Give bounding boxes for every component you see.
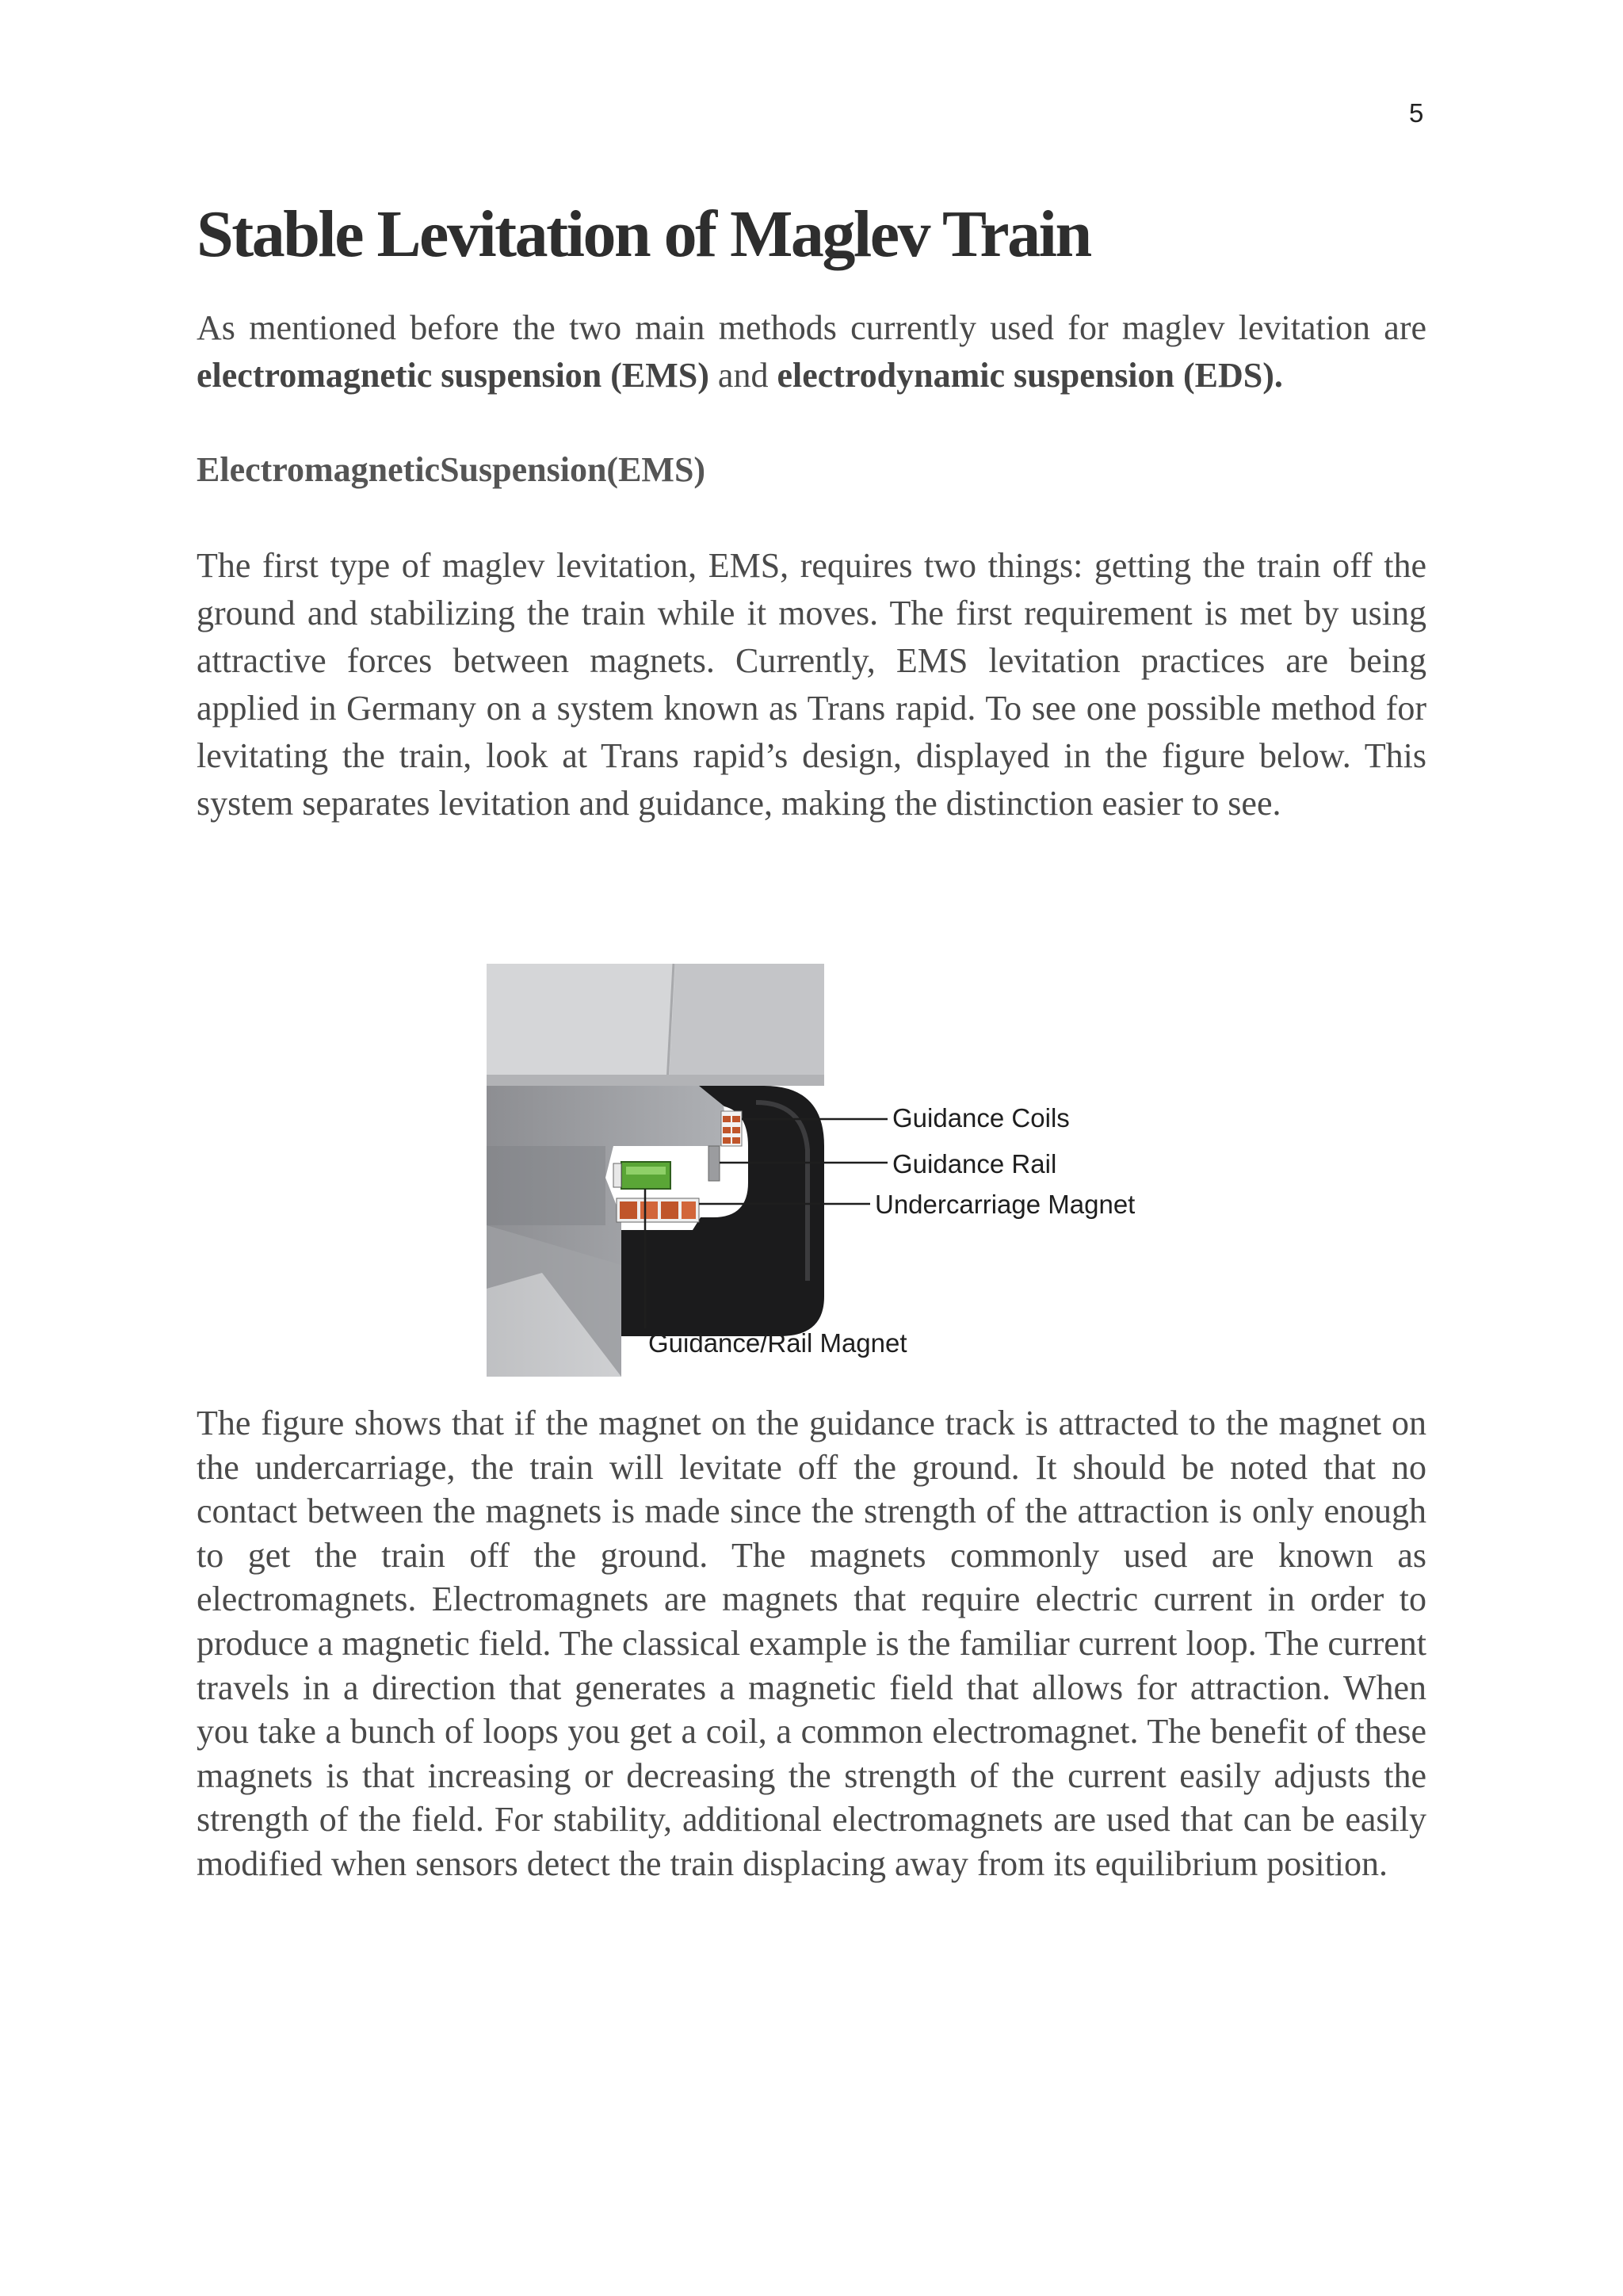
- ems-term: electromagnetic suspension (EMS): [197, 356, 709, 395]
- undercarriage-magnet: [617, 1198, 699, 1222]
- intro-connector: and: [708, 356, 777, 395]
- label-guidance-rail: Guidance Rail: [892, 1149, 1057, 1179]
- train-body: [487, 964, 824, 1086]
- label-undercarriage-magnet: Undercarriage Magnet: [875, 1190, 1136, 1219]
- intro-text: As mentioned before the two main methods currently used for maglev levitation are: [197, 308, 1426, 347]
- section-heading-ems: ElectromagneticSuspension(EMS): [197, 450, 706, 489]
- guidance-coils: [721, 1111, 742, 1146]
- eds-term: electrodynamic suspension (EDS).: [777, 356, 1283, 395]
- body-paragraph-1: The first type of maglev levitation, EMS, requires two things: getting the train off the ground and stabilizing the train while it moves. The first requirement is met by using attractive forces between magnets. Currently, EMS levitation practices are being applied in Germany on a system known as Trans rapid. To see one possible method for levitating the train, look at Trans rapid’s design, displayed in the figure below. This system separates levitation and guidance, making the distinction easier to see.: [197, 546, 1426, 823]
- body-paragraph-2: The figure shows that if the magnet on the guidance track is attracted to the magnet on the undercarriage, the train will levitate off the ground. It should be noted that no contact between the magnets is made since the strength of the attraction is only enough to get the train off the ground. The magnets commonly used are known as electromagnets. Electromagnets are magnets that require electric current in order to produce a magnetic field. The classical example is the familiar current loop. The current travels in a direction that generates a magnetic field that allows for attraction. When you take a bunch of loops you get a coil, a common electromagnet. The benefit of these magnets is that increasing or decreasing the strength of the current easily adjusts the strength of the field. For stability, additional electromagnets are used that can be easily modified when sensors detect the train displacing away from its equilibrium position.: [197, 1404, 1426, 1883]
- transrapid-figure: [487, 964, 1152, 1377]
- label-guidance-rail-magnet: Guidance/Rail Magnet: [648, 1328, 907, 1358]
- page-title: Stable Levitation of Maglev Train: [197, 197, 1090, 271]
- intro-paragraph: [197, 304, 1426, 399]
- guidance-rail: [708, 1146, 720, 1181]
- page-number: 5: [1409, 98, 1424, 128]
- label-guidance-coils: Guidance Coils: [892, 1103, 1070, 1133]
- levitation-magnet: [613, 1162, 670, 1189]
